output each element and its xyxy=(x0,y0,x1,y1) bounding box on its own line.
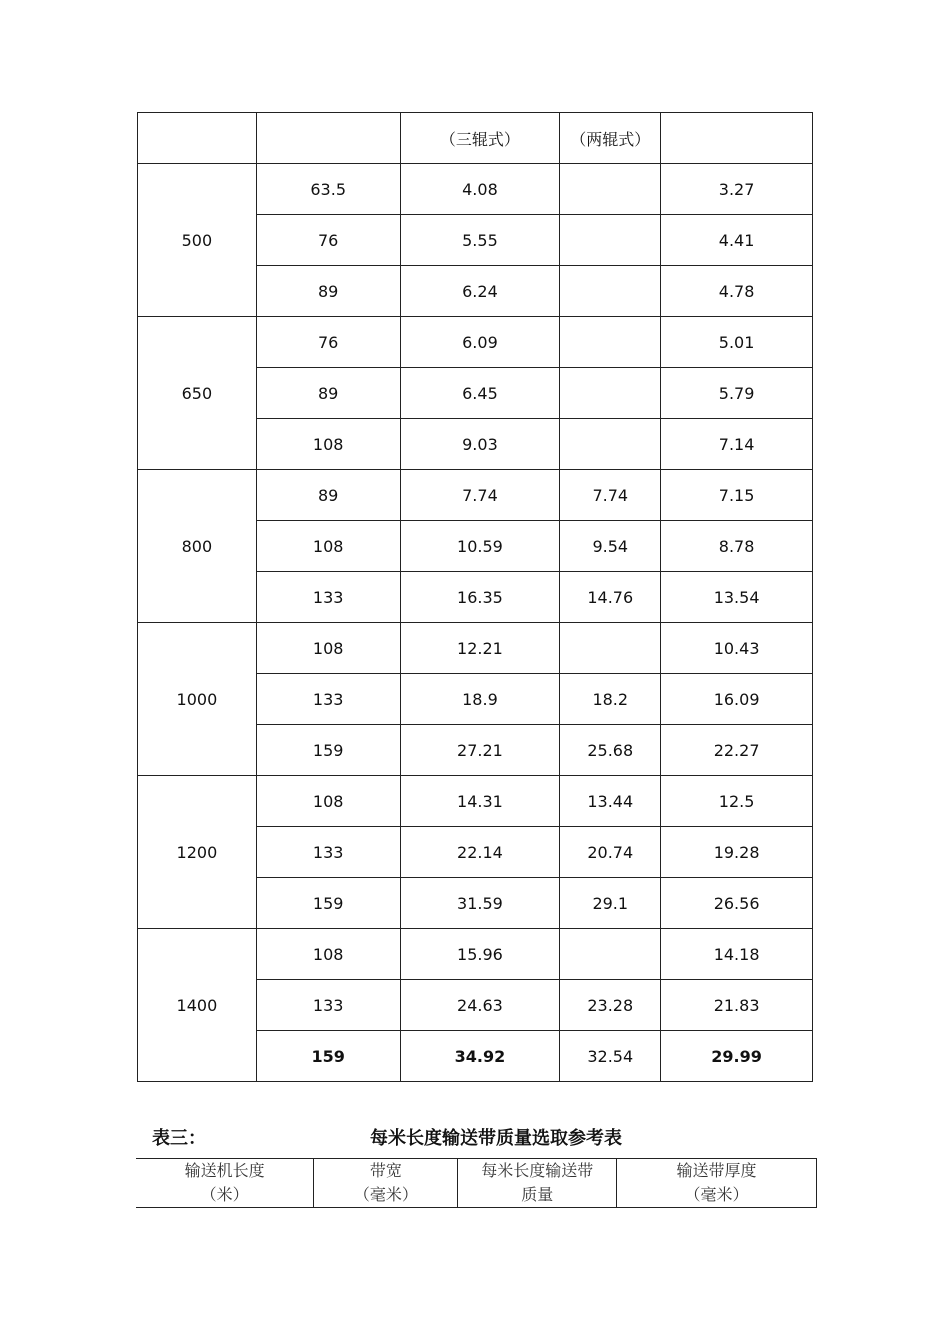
three-roller-cell: 10.59 xyxy=(400,521,560,572)
last-column-cell: 7.15 xyxy=(661,470,813,521)
belt-width-cell: 650 xyxy=(138,317,257,470)
belt-width-cell: 1400 xyxy=(138,929,257,1082)
roller-diameter-cell: 159 xyxy=(256,725,400,776)
two-roller-cell: 13.44 xyxy=(560,776,661,827)
three-roller-cell: 4.08 xyxy=(400,164,560,215)
header-cell xyxy=(256,113,400,164)
three-roller-cell: 7.74 xyxy=(400,470,560,521)
roller-diameter-cell: 159 xyxy=(256,878,400,929)
two-roller-cell xyxy=(560,929,661,980)
table-row xyxy=(138,929,813,980)
roller-diameter-cell: 108 xyxy=(256,929,400,980)
two-roller-cell xyxy=(560,623,661,674)
roller-diameter-cell: 108 xyxy=(256,776,400,827)
roller-weight-table xyxy=(137,112,813,1082)
two-roller-cell: 23.28 xyxy=(560,980,661,1031)
belt-width-cell: 800 xyxy=(138,470,257,623)
two-roller-cell: 29.1 xyxy=(560,878,661,929)
header-line: 质量 xyxy=(521,1185,554,1204)
header-cell xyxy=(138,113,257,164)
three-roller-cell: 5.55 xyxy=(400,215,560,266)
table-header-row xyxy=(138,113,813,164)
three-roller-cell: 6.09 xyxy=(400,317,560,368)
last-column-cell: 19.28 xyxy=(661,827,813,878)
two-roller-cell: 20.74 xyxy=(560,827,661,878)
last-column-cell: 22.27 xyxy=(661,725,813,776)
roller-diameter-cell: 76 xyxy=(256,215,400,266)
three-roller-cell: 16.35 xyxy=(400,572,560,623)
two-roller-cell: 14.76 xyxy=(560,572,661,623)
three-roller-cell: 9.03 xyxy=(400,419,560,470)
belt-width-cell: 500 xyxy=(138,164,257,317)
three-roller-cell: 27.21 xyxy=(400,725,560,776)
three-roller-cell: 12.21 xyxy=(400,623,560,674)
belt-mass-table xyxy=(136,1158,817,1208)
three-roller-cell: 15.96 xyxy=(400,929,560,980)
three-roller-cell: 24.63 xyxy=(400,980,560,1031)
table-row xyxy=(138,317,813,368)
roller-diameter-cell: 133 xyxy=(256,827,400,878)
header-cell xyxy=(661,113,813,164)
roller-diameter-cell: 89 xyxy=(256,368,400,419)
header-line: 每米长度输送带 xyxy=(481,1161,594,1180)
header-line: （毫米） xyxy=(353,1185,418,1204)
roller-diameter-cell: 133 xyxy=(256,572,400,623)
header-line: 输送机长度 xyxy=(184,1161,265,1180)
last-column-cell: 5.79 xyxy=(661,368,813,419)
last-column-cell: 26.56 xyxy=(661,878,813,929)
two-roller-cell: 18.2 xyxy=(560,674,661,725)
two-roller-cell xyxy=(560,215,661,266)
roller-diameter-cell: 108 xyxy=(256,419,400,470)
last-column-cell: 29.99 xyxy=(661,1031,813,1082)
header-belt-thickness xyxy=(617,1159,817,1208)
last-column-cell: 4.78 xyxy=(661,266,813,317)
two-roller-cell: 32.54 xyxy=(560,1031,661,1082)
roller-diameter-cell: 133 xyxy=(256,674,400,725)
roller-diameter-cell: 133 xyxy=(256,980,400,1031)
table-row xyxy=(138,164,813,215)
three-roller-cell: 31.59 xyxy=(400,878,560,929)
last-column-cell: 5.01 xyxy=(661,317,813,368)
two-roller-cell: 25.68 xyxy=(560,725,661,776)
roller-diameter-cell: 89 xyxy=(256,266,400,317)
roller-diameter-cell: 63.5 xyxy=(256,164,400,215)
header-line: （毫米） xyxy=(684,1185,749,1204)
two-roller-cell xyxy=(560,266,661,317)
last-column-cell: 12.5 xyxy=(661,776,813,827)
header-line: （米） xyxy=(200,1185,249,1204)
three-roller-cell: 14.31 xyxy=(400,776,560,827)
three-roller-cell: 6.45 xyxy=(400,368,560,419)
roller-diameter-cell: 108 xyxy=(256,521,400,572)
table-row xyxy=(138,776,813,827)
roller-diameter-cell: 76 xyxy=(256,317,400,368)
two-roller-cell xyxy=(560,368,661,419)
last-column-cell: 3.27 xyxy=(661,164,813,215)
header-belt-width xyxy=(314,1159,458,1208)
header-line: 输送带厚度 xyxy=(676,1161,757,1180)
roller-diameter-cell: 159 xyxy=(256,1031,400,1082)
roller-diameter-cell: 89 xyxy=(256,470,400,521)
belt-width-cell: 1000 xyxy=(138,623,257,776)
three-roller-cell: 34.92 xyxy=(400,1031,560,1082)
three-roller-cell: 22.14 xyxy=(400,827,560,878)
last-column-cell: 7.14 xyxy=(661,419,813,470)
roller-diameter-cell: 108 xyxy=(256,623,400,674)
table-three-label: 表三： xyxy=(152,1128,206,1149)
last-column-cell: 8.78 xyxy=(661,521,813,572)
two-roller-cell xyxy=(560,164,661,215)
two-roller-cell: 9.54 xyxy=(560,521,661,572)
table-row xyxy=(138,623,813,674)
last-column-cell: 13.54 xyxy=(661,572,813,623)
three-roller-cell: 6.24 xyxy=(400,266,560,317)
belt-width-cell: 1200 xyxy=(138,776,257,929)
header-cell-three-roller: （三辊式） xyxy=(400,113,560,164)
last-column-cell: 21.83 xyxy=(661,980,813,1031)
table-three-heading xyxy=(152,1124,652,1152)
header-line: 带宽 xyxy=(369,1161,402,1180)
header-conveyor-length xyxy=(136,1159,314,1208)
last-column-cell: 16.09 xyxy=(661,674,813,725)
two-roller-cell: 7.74 xyxy=(560,470,661,521)
header-cell-two-roller: （两辊式） xyxy=(560,113,661,164)
table-row xyxy=(138,470,813,521)
table-header-row xyxy=(136,1159,817,1208)
table-three-title: 每米长度输送带质量选取参考表 xyxy=(370,1128,622,1149)
three-roller-cell: 18.9 xyxy=(400,674,560,725)
header-belt-mass xyxy=(458,1159,617,1208)
two-roller-cell xyxy=(560,317,661,368)
last-column-cell: 14.18 xyxy=(661,929,813,980)
last-column-cell: 10.43 xyxy=(661,623,813,674)
two-roller-cell xyxy=(560,419,661,470)
last-column-cell: 4.41 xyxy=(661,215,813,266)
